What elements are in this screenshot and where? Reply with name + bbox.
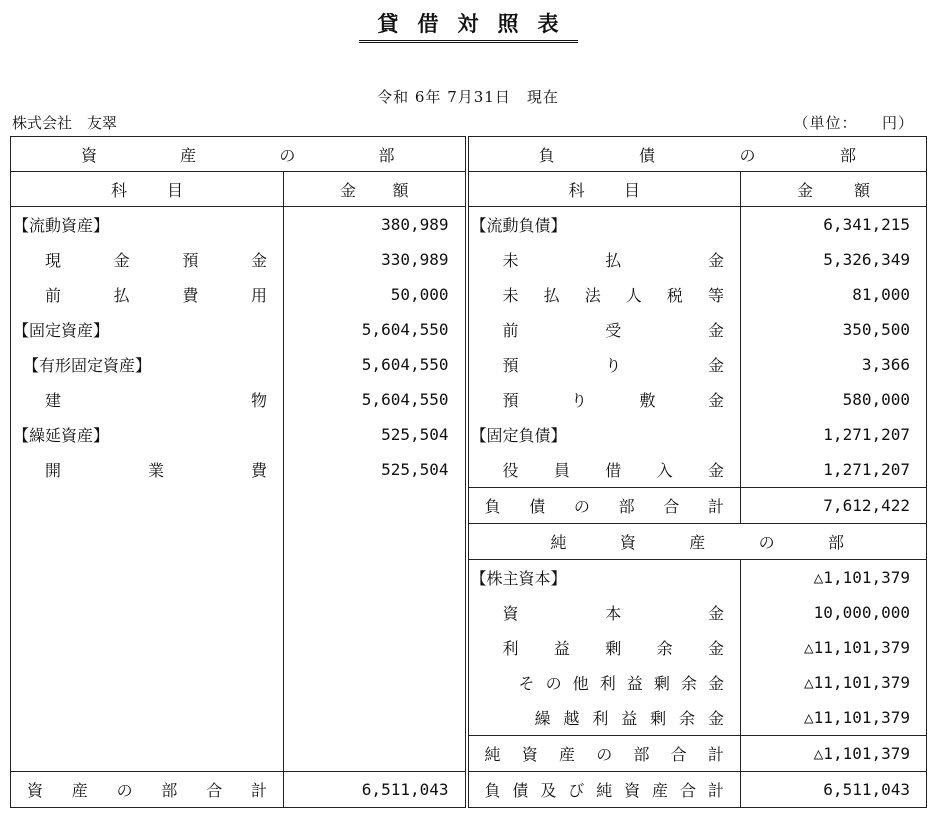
account-label: 預 り 敷 金 (467, 382, 741, 417)
net-assets-total-label: 純 資 産 の 部 合 計 (467, 736, 741, 772)
amount-value: 580,000 (741, 382, 927, 417)
account-label: 建 物 (11, 382, 284, 417)
amount-value: 1,271,207 (741, 452, 927, 488)
section-header-row (11, 137, 927, 172)
amount-value: △11,101,379 (741, 630, 927, 665)
grand-total-row (11, 772, 927, 808)
assets-total-label: 資 産 の 部 合 計 (11, 772, 284, 808)
table-row (11, 595, 927, 630)
unit-label: （単位： 円） (793, 114, 914, 132)
table-row (11, 560, 927, 596)
account-label: 【繰延資産】 (11, 417, 284, 452)
account-label: 現 金 預 金 (11, 242, 284, 277)
table-row (11, 524, 927, 560)
table-row (11, 382, 927, 417)
account-label: 【固定負債】 (467, 417, 741, 452)
amount-value: △1,101,379 (741, 560, 927, 596)
amount-value: 1,271,207 (741, 417, 927, 452)
document-title: 貸借対照表 (0, 8, 936, 43)
account-label: そ の 他 利 益 剰 余 金 (467, 665, 741, 700)
account-label: 【株主資本】 (467, 560, 741, 596)
amount-value: 10,000,000 (741, 595, 927, 630)
table-row (11, 630, 927, 665)
net-assets-total-amount: △1,101,379 (741, 736, 927, 772)
amount-value: 6,341,215 (741, 207, 927, 243)
amount-value: 380,989 (284, 207, 467, 243)
liabilities-amount-header: 金 額 (741, 172, 927, 207)
account-label: 役 員 借 入 金 (467, 452, 741, 488)
amount-value: 5,604,550 (284, 382, 467, 417)
account-label: 前 払 費 用 (11, 277, 284, 312)
table-row (11, 312, 927, 347)
amount-value: 5,604,550 (284, 312, 467, 347)
amount-value: 5,604,550 (284, 347, 467, 382)
account-label: 【流動負債】 (467, 207, 741, 243)
account-label: 未 払 法 人 税 等 (467, 277, 741, 312)
balance-sheet-table (10, 136, 927, 808)
table-row (11, 207, 927, 243)
amount-value: 50,000 (284, 277, 467, 312)
net-assets-section-header: 純 資 産 の 部 (467, 524, 927, 560)
as-of-date: 令和 6年 7月31日 現在 (377, 88, 559, 106)
account-label: 【固定資産】 (11, 312, 284, 347)
amount-value: △11,101,379 (741, 665, 927, 700)
amount-value: △11,101,379 (741, 700, 927, 736)
table-row (11, 347, 927, 382)
account-label: 繰 越 利 益 剰 余 金 (467, 700, 741, 736)
liabilities-total-label: 負 債 の 部 合 計 (467, 488, 741, 524)
table-row (11, 488, 927, 524)
account-label: 【流動資産】 (11, 207, 284, 243)
table-row (11, 665, 927, 700)
account-label: 【有形固定資産】 (11, 347, 284, 382)
amount-value: 3,366 (741, 347, 927, 382)
table-row (11, 700, 927, 736)
amount-value: 330,989 (284, 242, 467, 277)
assets-section-header: 資 産 の 部 (11, 137, 467, 172)
table-row (11, 277, 927, 312)
assets-total-amount: 6,511,043 (284, 772, 467, 808)
amount-value: 350,500 (741, 312, 927, 347)
account-label: 開 業 費 (11, 452, 284, 488)
amount-value: 5,326,349 (741, 242, 927, 277)
liab-net-total-amount: 6,511,043 (741, 772, 927, 808)
column-header-row (11, 172, 927, 207)
liabilities-total-amount: 7,612,422 (741, 488, 927, 524)
table-row (11, 242, 927, 277)
assets-amount-header: 金 額 (284, 172, 467, 207)
liabilities-item-header: 科 目 (467, 172, 741, 207)
account-label: 資 本 金 (467, 595, 741, 630)
amount-value: 525,504 (284, 417, 467, 452)
table-row (11, 736, 927, 772)
account-label: 預 り 金 (467, 347, 741, 382)
account-label: 未 払 金 (467, 242, 741, 277)
company-name: 株式会社 友翠 (12, 114, 118, 132)
liab-net-total-label: 負 債 及 び 純 資 産 合 計 (467, 772, 741, 808)
amount-value: 81,000 (741, 277, 927, 312)
assets-item-header: 科 目 (11, 172, 284, 207)
liabilities-section-header: 負 債 の 部 (467, 137, 927, 172)
account-label: 前 受 金 (467, 312, 741, 347)
table-row (11, 452, 927, 488)
amount-value: 525,504 (284, 452, 467, 488)
account-label: 利 益 剰 余 金 (467, 630, 741, 665)
table-row (11, 417, 927, 452)
